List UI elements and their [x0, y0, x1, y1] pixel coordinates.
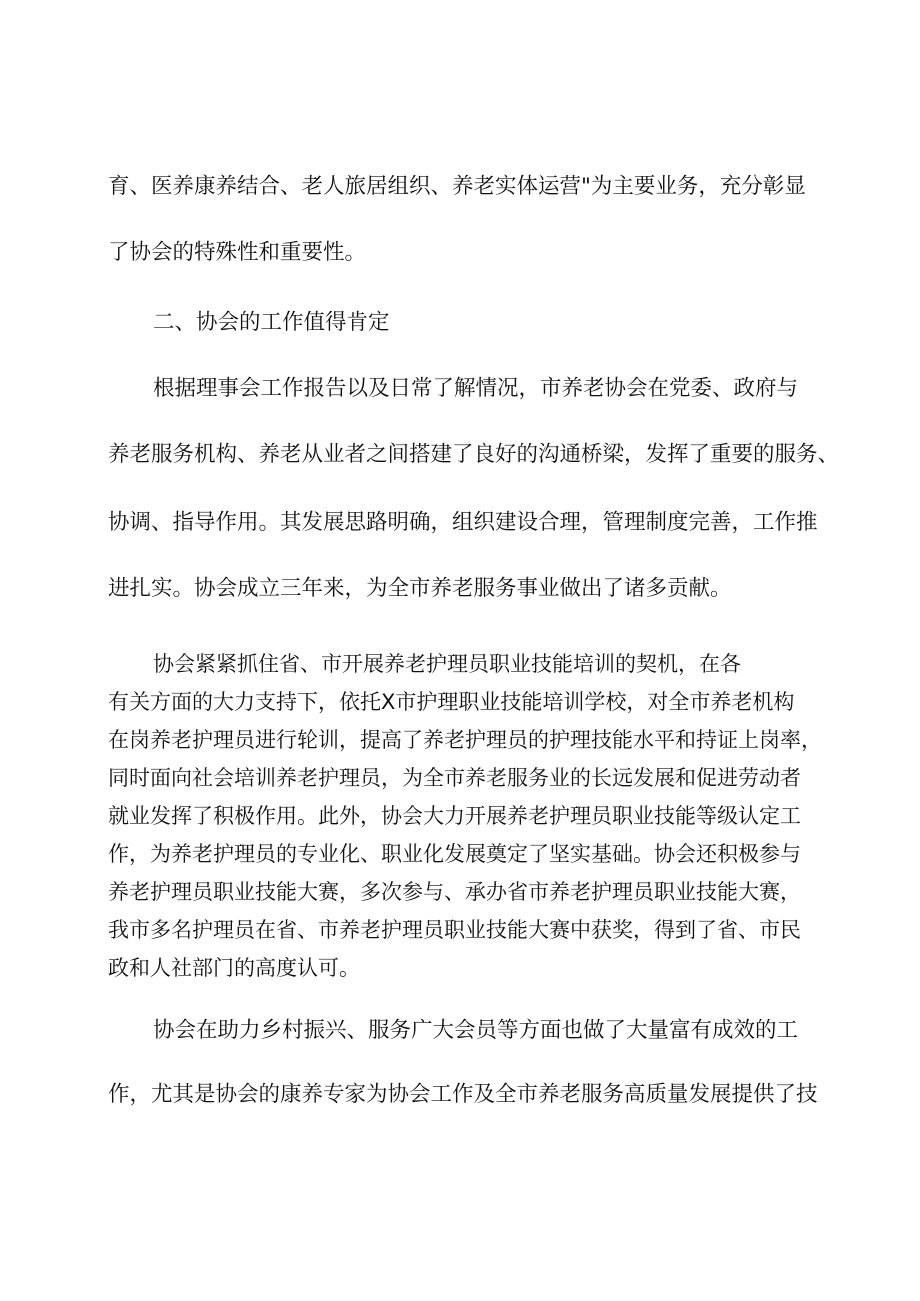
paragraph-line: 根据理事会工作报告以及日常了解情况，市养老协会在党委、政府与	[153, 376, 799, 401]
paragraph-continuation-line: 育、医养康养结合、老人旅居组织、养老实体运营"为主要业务，充分彰显	[108, 174, 806, 199]
paragraph-line: 同时面向社会培训养老护理员，为全市养老服务业的长远发展和促进劳动者	[108, 766, 801, 790]
paragraph-continuation-line: 了协会的特殊性和重要性。	[108, 240, 367, 265]
paragraph-line: 在岗养老护理员进行轮训，提高了养老护理员的护理技能水平和持证上岗率，	[108, 728, 822, 752]
paragraph-line: 养老服务机构、养老从业者之间搭建了良好的沟通桥梁，发挥了重要的服务、	[108, 442, 840, 467]
paragraph-line: 协会紧紧抓住省、市开展养老护理员职业技能培训的契机，在各	[153, 652, 741, 676]
paragraph-line: 养老护理员职业技能大赛，多次参与、承办省市养老护理员职业技能大赛，	[108, 880, 801, 904]
paragraph-line: 协会在助力乡村振兴、服务广大会员等方面也做了大量富有成效的工	[153, 1018, 799, 1043]
paragraph-line: 我市多名护理员在省、市养老护理员职业技能大赛中获奖，得到了省、市民	[108, 918, 801, 942]
paragraph-line: 进扎实。协会成立三年来，为全市养老服务事业做出了诸多贡献。	[108, 576, 732, 601]
paragraph-line: 协调、指导作用。其发展思路明确，组织建设合理，管理制度完善，工作推	[108, 510, 818, 535]
paragraph-line: 有关方面的大力支持下，依托X市护理职业技能培训学校，对全市养老机构	[108, 690, 795, 714]
paragraph-line: 作，尤其是协会的康养专家为协会工作及全市养老服务高质量发展提供了技	[108, 1082, 818, 1107]
section-heading: 二、协会的工作值得肯定	[153, 310, 390, 335]
paragraph-line: 就业发挥了积极作用。此外，协会大力开展养老护理员职业技能等级认定工	[108, 804, 801, 828]
paragraph-line: 作，为养老护理员的专业化、职业化发展奠定了坚实基础。协会还积极参与	[108, 842, 801, 866]
paragraph-line: 政和人社部门的高度认可。	[108, 956, 360, 980]
